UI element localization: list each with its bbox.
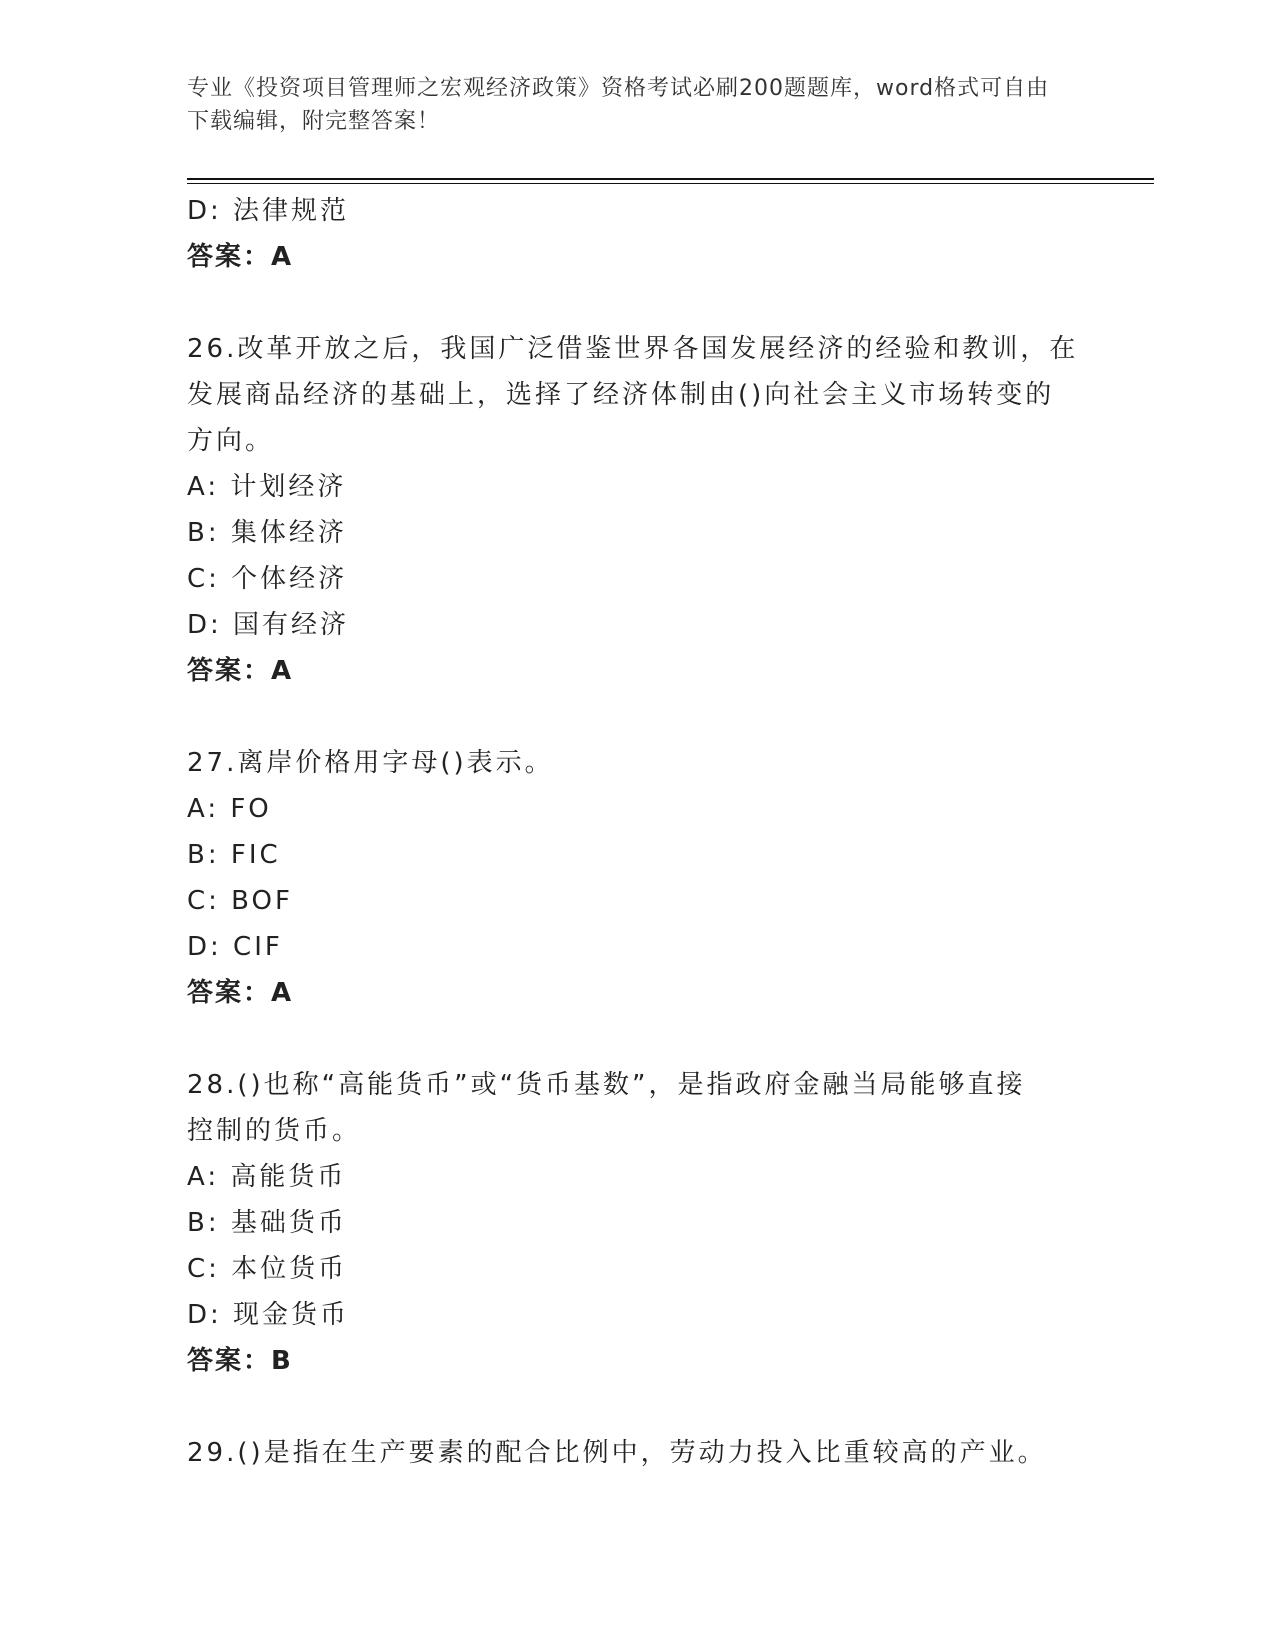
question-list xyxy=(187,188,1087,1476)
spacer xyxy=(187,1016,1087,1062)
question-stem: 方向。 xyxy=(187,426,275,456)
question-stem: 26.改革开放之后，我国广泛借鉴世界各国发展经济的经验和教训，在 xyxy=(187,334,1079,364)
option-c: C: 个体经济 xyxy=(187,564,348,594)
answer: 答案：B xyxy=(187,1346,293,1376)
option-c: C: BOF xyxy=(187,886,293,916)
header-text: 专业《投资项目管理师之宏观经济政策》资格考试必刷200题题库，word格式可自由下载编辑，附完整答案！ xyxy=(187,76,1050,134)
question-stem: 27.离岸价格用字母()表示。 xyxy=(187,748,554,778)
option-a: A: 高能货币 xyxy=(187,1162,347,1192)
question-27 xyxy=(187,740,1087,1016)
option-d: D: 现金货币 xyxy=(187,1300,350,1330)
question-stem: 控制的货币。 xyxy=(187,1116,362,1146)
question-28 xyxy=(187,1062,1087,1384)
answer: 答案：A xyxy=(187,242,294,272)
option-d: D: CIF xyxy=(187,932,283,962)
option-d: D: 法律规范 xyxy=(187,196,350,226)
answer: 答案：A xyxy=(187,656,294,686)
spacer xyxy=(187,1384,1087,1430)
header-rule-thick xyxy=(187,178,1154,180)
option-b: B: 基础货币 xyxy=(187,1208,347,1238)
question-29 xyxy=(187,1430,1087,1476)
spacer xyxy=(187,694,1087,740)
answer: 答案：A xyxy=(187,978,294,1008)
option-a: A: FO xyxy=(187,794,272,824)
document-header xyxy=(187,72,1067,138)
question-26 xyxy=(187,326,1087,694)
option-d: D: 国有经济 xyxy=(187,610,350,640)
question-stem: 28.()也称“高能货币”或“货币基数”，是指政府金融当局能够直接 xyxy=(187,1070,1026,1100)
spacer xyxy=(187,280,1087,326)
question-stem: 发展商品经济的基础上，选择了经济体制由()向社会主义市场转变的 xyxy=(187,380,1055,410)
option-a: A: 计划经济 xyxy=(187,472,347,502)
question-25-tail xyxy=(187,188,1087,280)
option-b: B: FIC xyxy=(187,840,281,870)
header-rule-thin xyxy=(187,183,1154,184)
question-stem: 29.()是指在生产要素的配合比例中，劳动力投入比重较高的产业。 xyxy=(187,1438,1047,1468)
option-c: C: 本位货币 xyxy=(187,1254,348,1284)
option-b: B: 集体经济 xyxy=(187,518,347,548)
